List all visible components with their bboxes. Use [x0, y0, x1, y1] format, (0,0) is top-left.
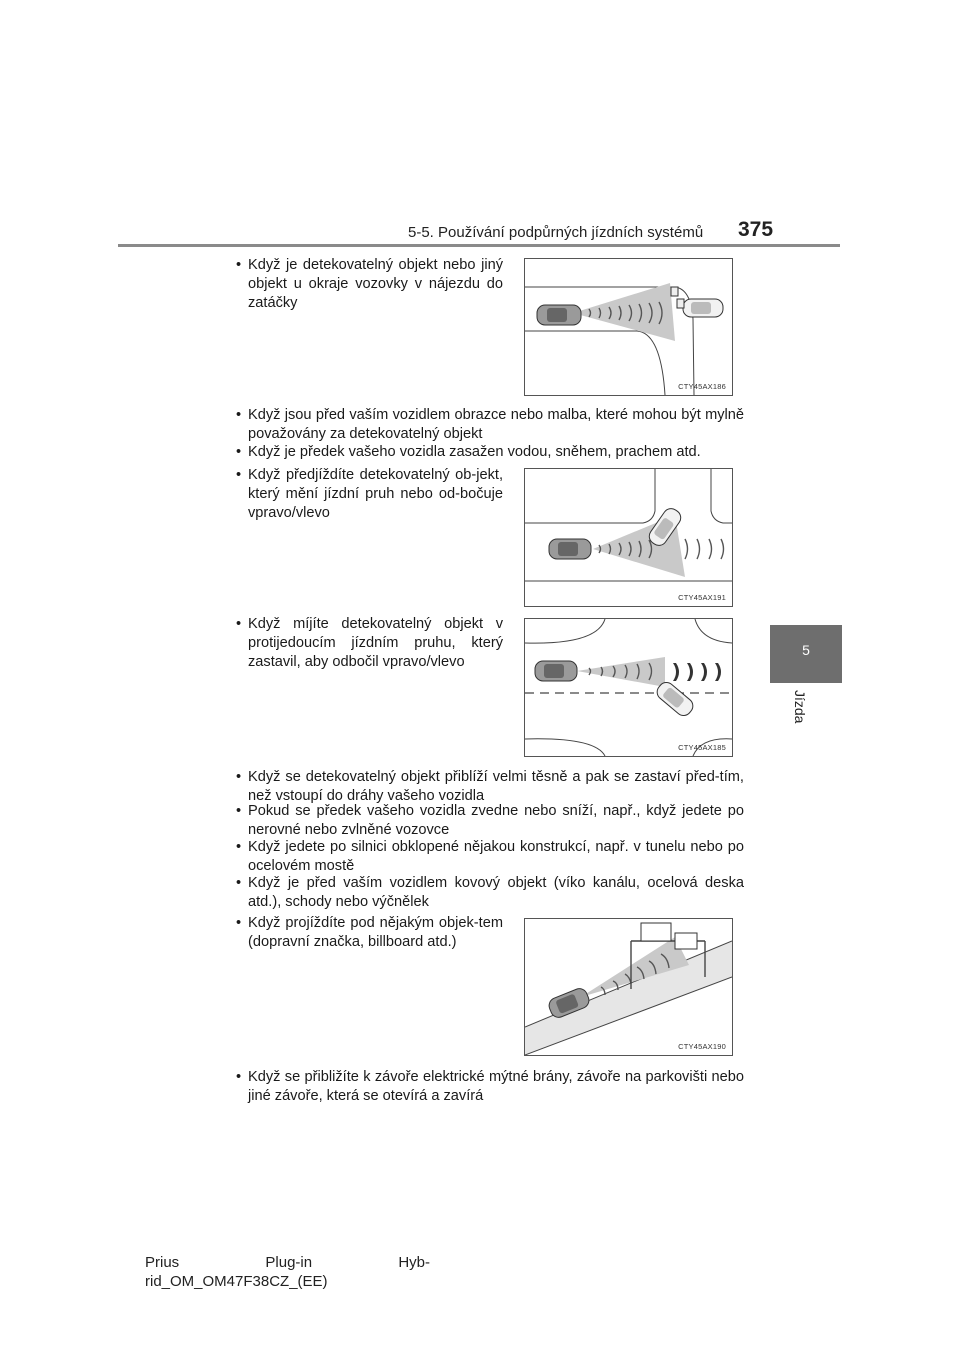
list-item: • Když předjíždíte detekovatelný ob-jekt, který mění jízdní pruh nebo od-bočuje vpravo/vlevo [236, 466, 503, 523]
list-item: • Když je detekovatelný objekt nebo jiný objekt u okraje vozovky v nájezdu do zatáčky [236, 256, 503, 313]
chapter-tab-number: 5 [802, 642, 810, 658]
figure-oncoming-turn [524, 618, 733, 757]
list-item: • Když je před vaším vozidlem kovový objekt (víko kanálu, ocelová deska atd.), schody nebo výčnělek [236, 874, 744, 912]
figure-overhead-sign [524, 918, 733, 1056]
illustration-curve [525, 259, 732, 395]
list-item: • Když míjíte detekovatelný objekt v protijedoucím jízdním pruhu, který zastavil, aby odbočil vpravo/vlevo [236, 615, 503, 672]
chapter-tab [770, 625, 842, 683]
list-item: • Když jedete po silnici obklopené nějakou konstrukcí, např. v tunelu nebo po ocelovém mostě [236, 838, 744, 876]
header-rule [118, 244, 840, 247]
list-item: • Když projíždíte pod nějakým objek-tem (dopravní značka, billboard atd.) [236, 914, 503, 952]
footer-model-a: Prius [145, 1254, 180, 1271]
figure-curve-roadside [524, 258, 733, 396]
illustration-overhead-sign [525, 919, 732, 1055]
illustration-oncoming [525, 619, 732, 756]
list-item: • Když je předek vašeho vozidla zasažen vodou, sněhem, prachem atd. [236, 443, 744, 462]
list-item: • Když jsou před vaším vozidlem obrazce nebo malba, které mohou být mylně považovány za detekovatelný objekt [236, 406, 744, 444]
header-section-title: 5-5. Používání podpůrných jízdních systémů [408, 224, 704, 241]
roadside-sign [671, 287, 678, 296]
page-number: 375 [738, 218, 774, 241]
figure-code: CTY45AX186 [678, 382, 726, 391]
illustration-overtaking [525, 469, 732, 606]
footer-model-b: Plug-in [265, 1254, 313, 1271]
chapter-label-text: Jízda [792, 690, 808, 724]
footer-model-c: Hyb- [398, 1254, 430, 1271]
list-item: • Pokud se předek vašeho vozidla zvedne nebo sníží, např., když jedete po nerovné nebo zvlněné vozovce [236, 802, 744, 840]
figure-code: CTY45AX185 [678, 743, 726, 752]
figure-code: CTY45AX191 [678, 593, 726, 602]
figure-code: CTY45AX190 [678, 1042, 726, 1051]
footer-model-info [145, 1254, 430, 1290]
list-item: • Když se detekovatelný objekt přiblíží velmi těsně a pak se zastaví před-tím, než vstoupí do dráhy vašeho vozidla [236, 768, 744, 806]
footer-model-d: rid_OM_OM47F38CZ_(EE) [145, 1273, 328, 1290]
figure-overtaking-turn [524, 468, 733, 607]
chapter-label [778, 690, 838, 750]
list-item: • Když se přibližíte k závoře elektrické mýtné brány, závoře na parkovišti nebo jiné závoře, která se otevírá a zavírá [236, 1068, 744, 1106]
overhead-sign-board [641, 923, 671, 941]
